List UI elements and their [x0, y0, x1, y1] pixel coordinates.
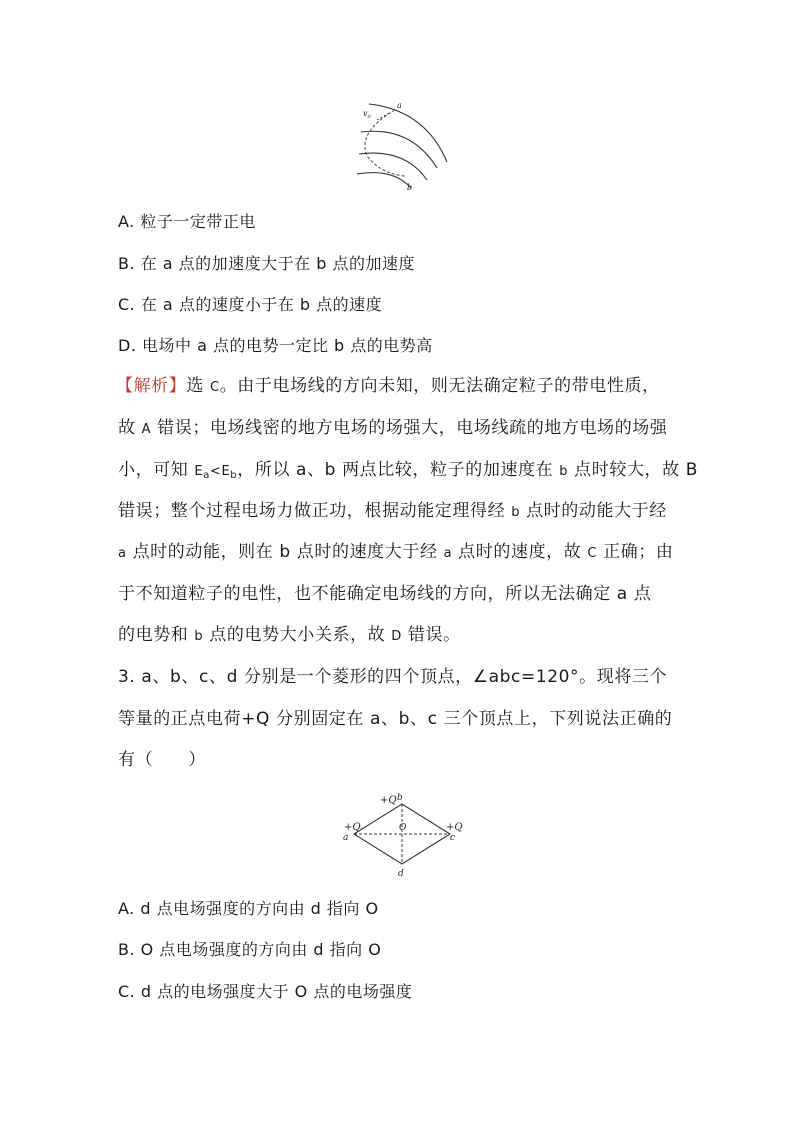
trajectory-path — [365, 110, 405, 176]
option-a: A. 粒子一定带正电 — [118, 212, 256, 231]
rhombus-figure — [340, 788, 464, 880]
q3-stem-line-1: 3. a、b、c、d 分别是一个菱形的四个顶点，∠abc=120°。现将三个 — [118, 667, 668, 687]
charge-b-label: +Q — [380, 795, 397, 806]
option-b: B. 在 a 点的加速度大于在 b 点的加速度 — [118, 254, 415, 273]
analysis-line-6: 于不知道粒子的电性，也不能确定电场线的方向，所以无法确定 a 点 — [118, 584, 652, 604]
velocity-vector — [377, 112, 391, 120]
vertex-a-label: a — [343, 833, 349, 843]
label-v0: $v_0$ — [363, 109, 371, 120]
analysis-tag: 【解析】 — [116, 376, 187, 396]
charge-c-label: +Q — [446, 822, 463, 833]
q3-stem-line-2: 等量的正点电荷+Q 分别固定在 a、b、c 三个顶点上，下列说法正确的 — [118, 709, 673, 729]
analysis-line-2: 故 A 错误；电场线密的地方电场的场强大，电场线疏的地方电场的场强 — [118, 418, 668, 438]
option-d: D. 电场中 a 点的电势一定比 b 点的电势高 — [118, 336, 433, 355]
option-c: C. 在 a 点的速度小于在 b 点的速度 — [118, 295, 383, 314]
rhombus-diagram — [340, 788, 464, 880]
vertex-d-label: d — [398, 869, 404, 879]
vertex-c-label: c — [450, 833, 456, 843]
field-line-4 — [357, 173, 411, 188]
q3-stem-line-3: 有（ ） — [118, 750, 206, 770]
analysis-line-4: 错误；整个过程电场力做正功，根据动能定理得经 b 点时的动能大于经 — [118, 501, 667, 521]
field-lines-diagram — [355, 96, 455, 196]
vertex-b-label: b — [397, 793, 403, 803]
label-b: b — [407, 183, 413, 192]
field-lines-figure — [355, 96, 455, 196]
label-a: a — [397, 101, 402, 110]
charge-a-label: +Q — [344, 822, 361, 833]
center-o-label: O — [399, 823, 407, 833]
q3-option-a: A. d 点电场强度的方向由 d 指向 O — [118, 899, 379, 918]
analysis-line-3: 小，可知 $E_a<E_b$，所以 a、b 两点比较，粒子的加速度在 b 点时较大，故 B — [118, 460, 699, 481]
q3-option-b: B. O 点电场强度的方向由 d 指向 O — [118, 940, 382, 959]
analysis-line-5: a 点时的动能，则在 b 点时的速度大于经 a 点时的速度，故 C 正确；由 — [118, 542, 674, 562]
analysis-line-7: 的电势和 b 点的电势大小关系，故 D 错误。 — [118, 625, 461, 645]
analysis-line-1: 【解析】选 C。由于电场线的方向未知，则无法确定粒子的带电性质， — [116, 376, 660, 396]
q3-option-c: C. d 点的电场强度大于 O 点的电场强度 — [118, 982, 413, 1001]
